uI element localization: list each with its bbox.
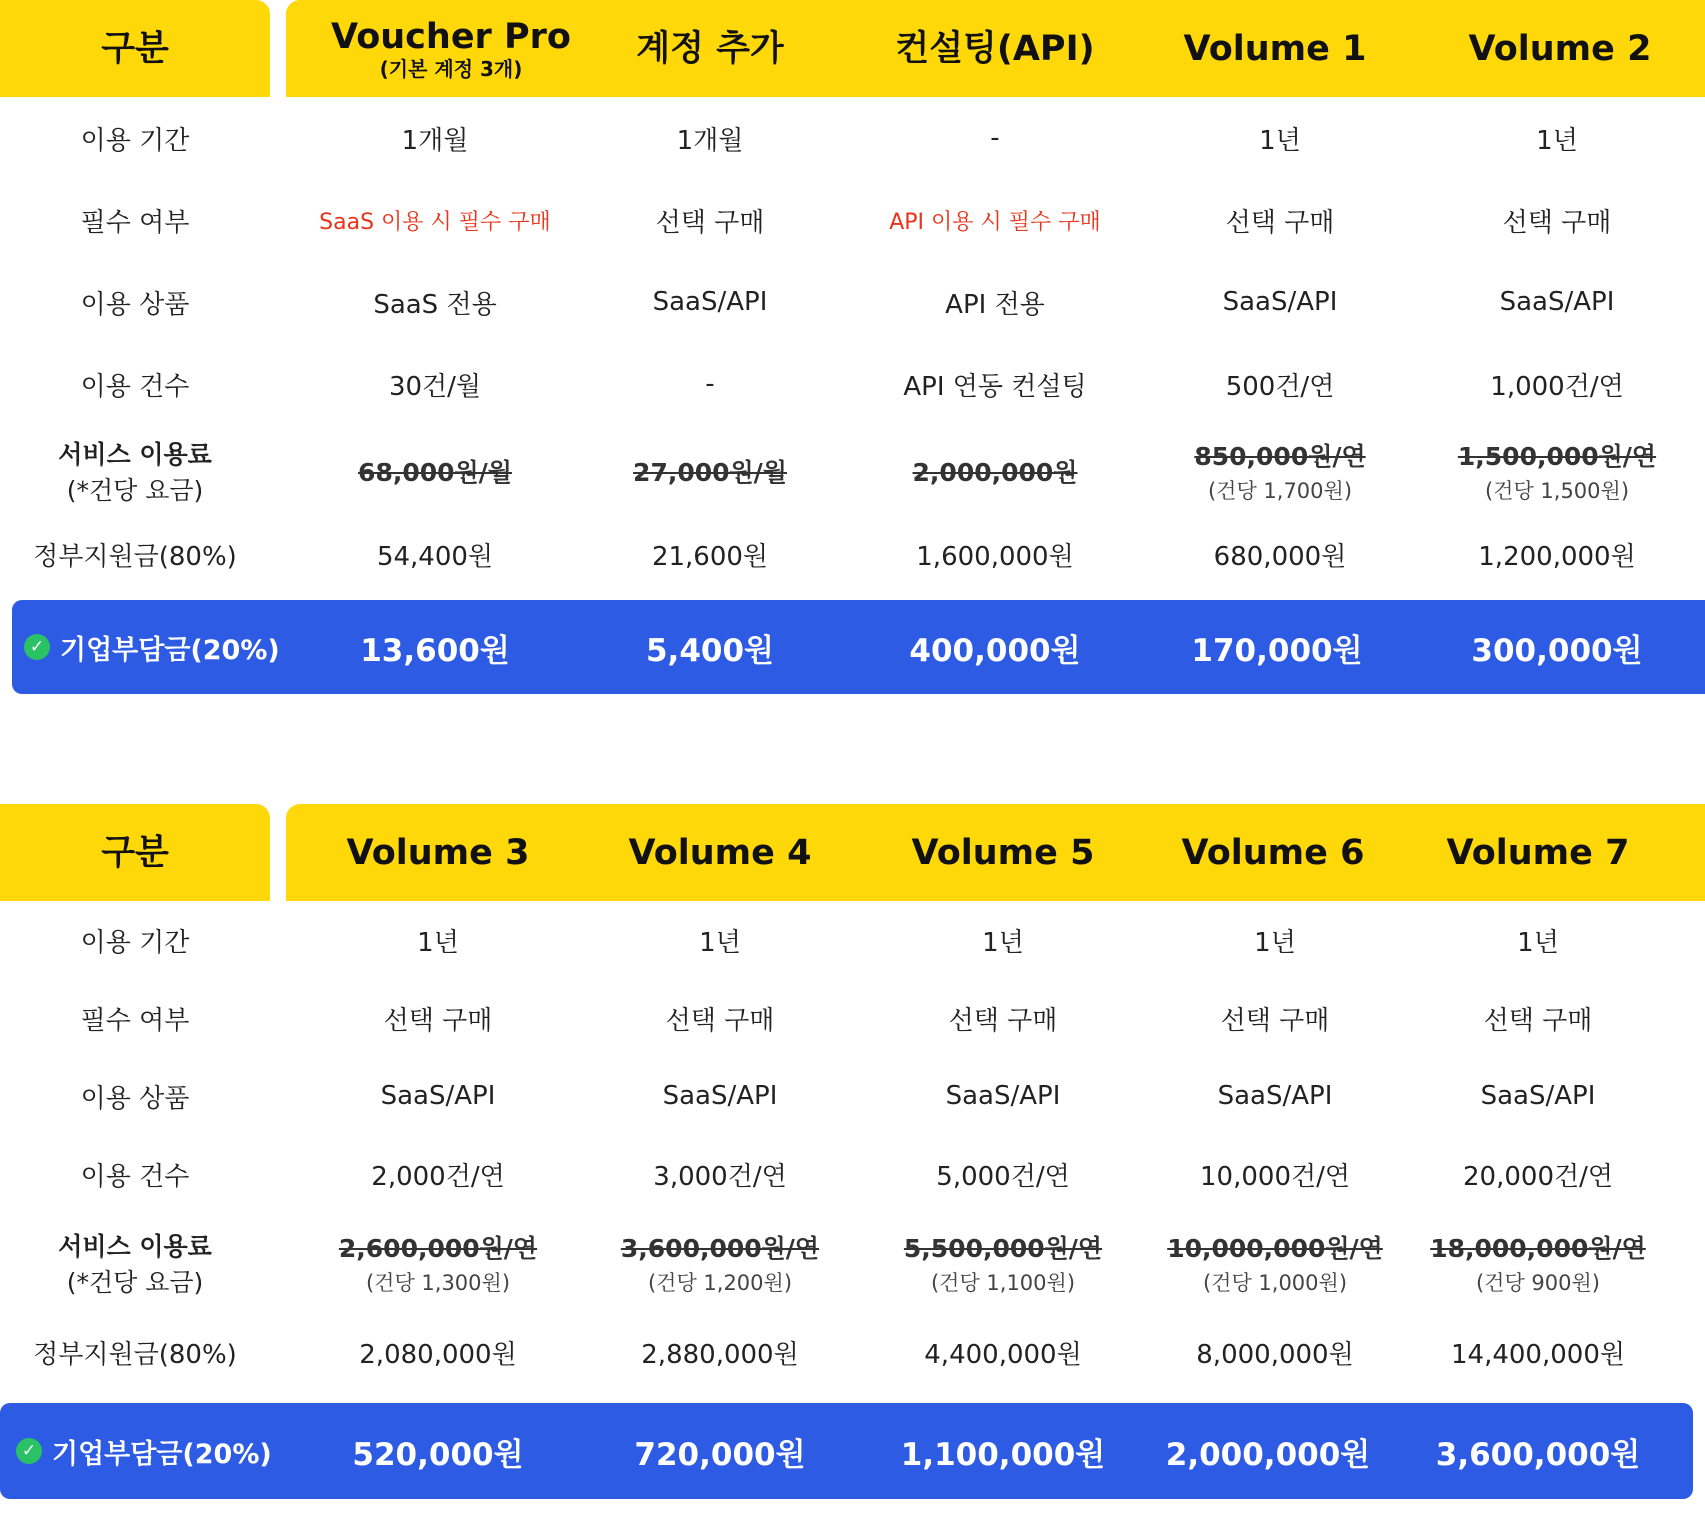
table-cell: API 전용	[945, 289, 1045, 320]
table-cell: 10,000건/연	[1200, 1161, 1350, 1192]
row-label: 이용 건수	[80, 1161, 190, 1192]
table-cell: 30건/월	[388, 371, 482, 402]
table-cell	[298, 1213, 578, 1313]
table-cell	[310, 425, 560, 517]
table-cell: SaaS/API	[662, 1081, 778, 1111]
table-cell: 680,000원	[1213, 542, 1347, 572]
table-cell: SaaS 이용 시 필수 구매	[319, 209, 551, 235]
original-price: 2,600,000원/연	[338, 1234, 538, 1263]
table-cell: SaaS/API	[1499, 287, 1615, 317]
table-cell: 1개월	[401, 125, 469, 156]
table-cell: 선택 구매	[948, 1005, 1058, 1036]
table-cell: 1년	[1259, 125, 1301, 156]
table-cell: 선택 구매	[1483, 1005, 1593, 1036]
table-cell: -	[705, 369, 715, 399]
table-cell: 170,000원	[1191, 632, 1363, 669]
per-case-price: (건당 1,500원)	[1484, 479, 1630, 503]
header-col-volume-7: Volume 7	[1446, 832, 1630, 873]
table-cell: API 연동 컨설팅	[903, 371, 1087, 402]
original-price: 27,000원/월	[633, 458, 787, 487]
table-cell: 1년	[1517, 927, 1559, 958]
table-cell: 2,880,000원	[641, 1339, 799, 1370]
header-col-volume-4: Volume 4	[628, 832, 812, 873]
original-price: 18,000,000원/연	[1430, 1234, 1646, 1263]
table-header	[0, 804, 1705, 901]
per-case-price: (건당 1,300원)	[365, 1271, 511, 1295]
table-cell: 1,000건/연	[1490, 371, 1624, 402]
table-cell: 1년	[417, 927, 459, 958]
table-cell	[870, 425, 1120, 517]
original-price: 1,500,000원/연	[1457, 442, 1657, 471]
original-price: 10,000,000원/연	[1167, 1234, 1383, 1263]
company-burden-bar	[12, 600, 1705, 694]
row-label: 이용 기간	[80, 125, 190, 156]
header-col-account-add: 계정 추가	[636, 28, 784, 69]
table-cell	[1388, 1213, 1688, 1313]
per-case-price: (건당 1,200원)	[647, 1271, 793, 1295]
row-label: 서비스 이용료 (*건당 요금)	[58, 440, 212, 505]
header-col-volume-2: Volume 2	[1468, 28, 1652, 69]
pricing-table-2	[0, 804, 1705, 1473]
original-price: 850,000원/연	[1194, 442, 1366, 471]
table-cell: SaaS/API	[652, 287, 768, 317]
table-cell: 선택 구매	[1225, 207, 1335, 238]
table-cell: 선택 구매	[655, 207, 765, 238]
table-cell: 300,000원	[1471, 632, 1643, 669]
original-price: 3,600,000원/연	[620, 1234, 820, 1263]
table-cell: SaaS/API	[945, 1081, 1061, 1111]
row-label: 서비스 이용료 (*건당 요금)	[58, 1232, 212, 1297]
row-label: 필수 여부	[80, 207, 190, 238]
table-cell: -	[990, 123, 1000, 153]
table-cell: 5,000건/연	[936, 1161, 1070, 1192]
header-col-volume-5: Volume 5	[911, 832, 1095, 873]
table-cell: 1년	[982, 927, 1024, 958]
row-product	[0, 261, 1705, 343]
row-service-fee	[0, 1213, 1705, 1313]
row-subsidy	[0, 517, 1705, 592]
row-label: 정부지원금(80%)	[33, 1339, 237, 1370]
row-count	[0, 1135, 1705, 1213]
table-cell: 1년	[699, 927, 741, 958]
table-cell: 520,000원	[352, 1436, 524, 1473]
table-cell: SaaS/API	[1217, 1081, 1333, 1111]
table-cell: 1,100,000원	[900, 1436, 1106, 1473]
table-cell: 1년	[1536, 125, 1578, 156]
table-cell: SaaS/API	[1480, 1081, 1596, 1111]
header-col-volume-3: Volume 3	[346, 832, 530, 873]
table-cell	[1155, 425, 1405, 517]
table-cell: 2,000,000원	[1165, 1436, 1371, 1473]
table-cell: 선택 구매	[1220, 1005, 1330, 1036]
table-cell: 500건/연	[1225, 371, 1335, 402]
row-subsidy	[0, 1313, 1705, 1391]
table-cell: SaaS/API	[380, 1081, 496, 1111]
table-cell	[580, 1213, 860, 1313]
row-label: 필수 여부	[80, 1005, 190, 1036]
table-cell: 1년	[1254, 927, 1296, 958]
row-label: 이용 상품	[80, 1083, 190, 1114]
header-col-volume-1: Volume 1	[1183, 28, 1367, 69]
table-cell: 720,000원	[634, 1436, 806, 1473]
table-cell	[585, 425, 835, 517]
check-circle-icon: ✓	[24, 634, 50, 660]
per-case-price: (건당 1,700원)	[1207, 479, 1353, 503]
row-service-fee	[0, 425, 1705, 517]
table-cell: 1,200,000원	[1478, 542, 1636, 572]
header-col-consulting: 컨설팅(API)	[895, 28, 1095, 69]
table-cell: 5,400원	[645, 632, 774, 669]
table-cell: 4,400,000원	[924, 1339, 1082, 1370]
table-cell: 54,400원	[376, 542, 494, 572]
table-cell	[1125, 1213, 1425, 1313]
original-price: 68,000원/월	[358, 458, 512, 487]
table-cell: 2,000건/연	[371, 1161, 505, 1192]
table-header	[0, 0, 1705, 97]
pricing-table-1	[0, 0, 1705, 669]
row-label: ✓ 기업부담금(20%)	[24, 600, 294, 694]
row-count	[0, 343, 1705, 425]
table-cell: 선택 구매	[383, 1005, 493, 1036]
row-product	[0, 1057, 1705, 1135]
original-price: 2,000,000원	[912, 458, 1078, 487]
table-cell: 13,600원	[360, 632, 510, 669]
table-cell: 400,000원	[909, 632, 1081, 669]
row-period	[0, 97, 1705, 179]
row-label: 이용 기간	[80, 927, 190, 958]
table-cell: 1,600,000원	[916, 542, 1074, 572]
per-case-price: (건당 1,000원)	[1202, 1271, 1348, 1295]
table-cell: 3,600,000원	[1435, 1436, 1641, 1473]
per-case-price: (건당 1,100원)	[930, 1271, 1076, 1295]
table-cell: 1개월	[676, 125, 744, 156]
header-col-volume-6: Volume 6	[1181, 832, 1365, 873]
table-cell: 21,600원	[651, 542, 769, 572]
company-burden-bar	[0, 1403, 1693, 1499]
table-cell: 20,000건/연	[1463, 1161, 1613, 1192]
row-required	[0, 979, 1705, 1057]
table-cell: 8,000,000원	[1196, 1339, 1354, 1370]
header-category: 구분	[101, 28, 169, 69]
table-cell: 14,400,000원	[1451, 1339, 1625, 1370]
table-cell: 선택 구매	[665, 1005, 775, 1036]
table-cell: 3,000건/연	[653, 1161, 787, 1192]
row-label: ✓ 기업부담금(20%)	[16, 1403, 286, 1499]
row-period	[0, 901, 1705, 979]
header-category: 구분	[101, 832, 169, 873]
original-price: 5,500,000원/연	[903, 1234, 1103, 1263]
table-cell	[863, 1213, 1143, 1313]
table-cell: SaaS/API	[1222, 287, 1338, 317]
per-case-price: (건당 900원)	[1475, 1271, 1600, 1295]
row-label: 정부지원금(80%)	[33, 542, 237, 572]
row-required	[0, 179, 1705, 261]
table-cell: 2,080,000원	[359, 1339, 517, 1370]
table-cell: 선택 구매	[1502, 207, 1612, 238]
header-col-voucher-pro: Voucher Pro (기본 계정 3개)	[331, 16, 571, 81]
table-cell: API 이용 시 필수 구매	[889, 209, 1101, 235]
table-cell: SaaS 전용	[373, 289, 497, 320]
row-label: 이용 건수	[80, 371, 190, 402]
row-label: 이용 상품	[80, 289, 190, 320]
table-cell	[1432, 425, 1682, 517]
check-circle-icon: ✓	[16, 1438, 42, 1464]
